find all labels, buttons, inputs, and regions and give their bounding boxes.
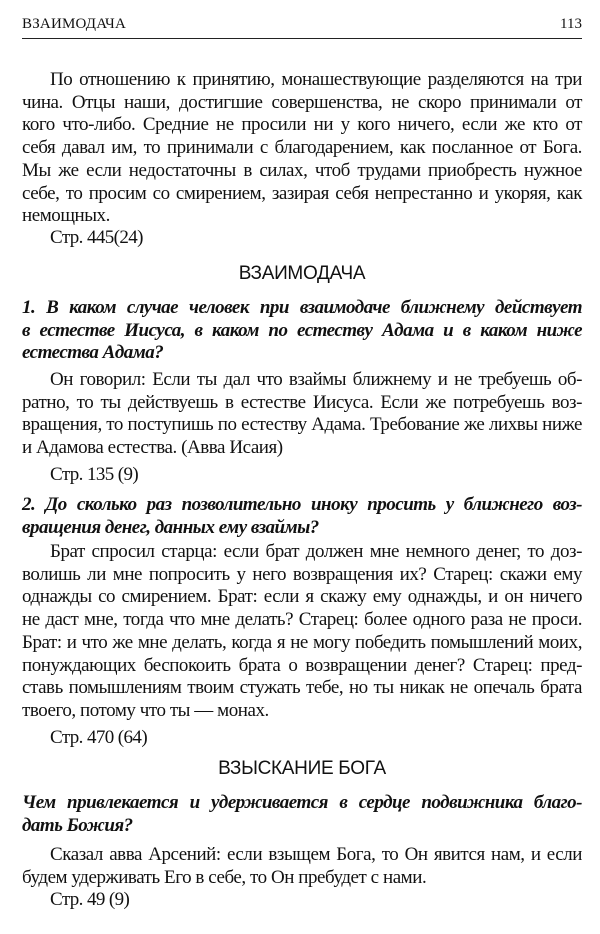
running-header (22, 12, 582, 39)
text-line: себя давал им, то принимали с благодарением, как посланное от Бога. (22, 137, 582, 159)
running-header-title: ВЗАИМОДАЧА (22, 16, 126, 32)
text-line: волишь ли мне попросить у него возвращения их? Старец: скажи ему (22, 563, 582, 585)
text-line: Брат: и что же мне делать, когда я не могу победить помышлений моих, (22, 631, 582, 653)
paragraph-intro (22, 69, 582, 228)
answer-2 (22, 541, 582, 723)
text-line: 1. В каком случае человек при взаимодаче ближнему действует (22, 297, 582, 318)
question-2 (22, 494, 582, 539)
text-line: Чем привлекается и удерживается в сердце подвижника благо- (22, 792, 582, 813)
text-line: будем удерживать Его в себе, то Он пребудет с нами. (22, 866, 427, 888)
section-heading: ВЗАИМОДАЧА (238, 263, 366, 284)
text-line: твоего, потому что ты — монах. (22, 699, 269, 721)
page-reference: Стр. 135 (9) (50, 464, 139, 485)
question-3 (22, 792, 582, 837)
text-line: дать Божия? (22, 814, 133, 836)
text-line: Брат спросил старца: если брат должен мне немного денег, то доз- (50, 541, 582, 562)
text-line: однажды со смирением. Брат: если я скажу ему однажды, и он ничего (22, 586, 582, 608)
text-line: По отношению к принятию, монашествующие разделяются на три (50, 69, 582, 90)
text-line: понуждающих беспокоить брата о возвращении денег? Старец: пред- (22, 654, 582, 676)
text-line: вращения, то поступишь по естеству Адама. Требование же лихвы ниже (22, 414, 582, 436)
question-1 (22, 297, 582, 365)
page-reference: Стр. 470 (64) (50, 727, 148, 748)
section-heading: ВЗЫСКАНИЕ БОГА (218, 758, 386, 779)
answer-3 (22, 844, 582, 889)
text-line: 2. До сколько раз позволительно иноку просить у ближнего воз- (22, 494, 582, 515)
answer-1 (22, 369, 582, 460)
page-reference: Стр. 49 (9) (50, 889, 130, 910)
text-line: вращения денег, данных ему взаймы? (22, 516, 319, 538)
text-line: Мы же если недостаточны в силах, чтоб трудами приобресть нужное (22, 159, 582, 181)
text-line: себе, то просим со смирением, зазирая себя непрестанно и укоряя, как (22, 182, 582, 204)
text-line: не даст мне, тогда что мне делать? Старец: более одного раза не проси. (22, 609, 582, 631)
text-line: Он говорил: Если ты дал что взаймы ближнему и не требуешь об- (50, 369, 582, 390)
text-line: естества Адама? (22, 342, 164, 364)
text-line: кого что-либо. Средние не просили ни у кого ничего, если же кто от (22, 114, 582, 136)
text-line: и Адамова естества. (Авва Исаия) (22, 437, 283, 459)
text-line: ставь помышлениям твоим стужать тебе, но ты никак не опечаль брата (22, 677, 582, 699)
text-line: чина. Отцы наши, достигшие совершенства, не скоро принимали от (22, 91, 582, 113)
text-line: немощных. (22, 205, 110, 227)
text-line: Сказал авва Арсений: если взыщем Бога, то Он явится нам, и если (50, 844, 582, 865)
page-reference: Стр. 445(24) (50, 227, 143, 248)
text-line: в естестве Иисуса, в каком по естеству Адама и в каком ниже (22, 319, 582, 341)
text-line: ратно, то ты действуешь в естестве Иисуса. Если же потребуешь воз- (22, 391, 582, 413)
page-number: 113 (560, 16, 582, 32)
